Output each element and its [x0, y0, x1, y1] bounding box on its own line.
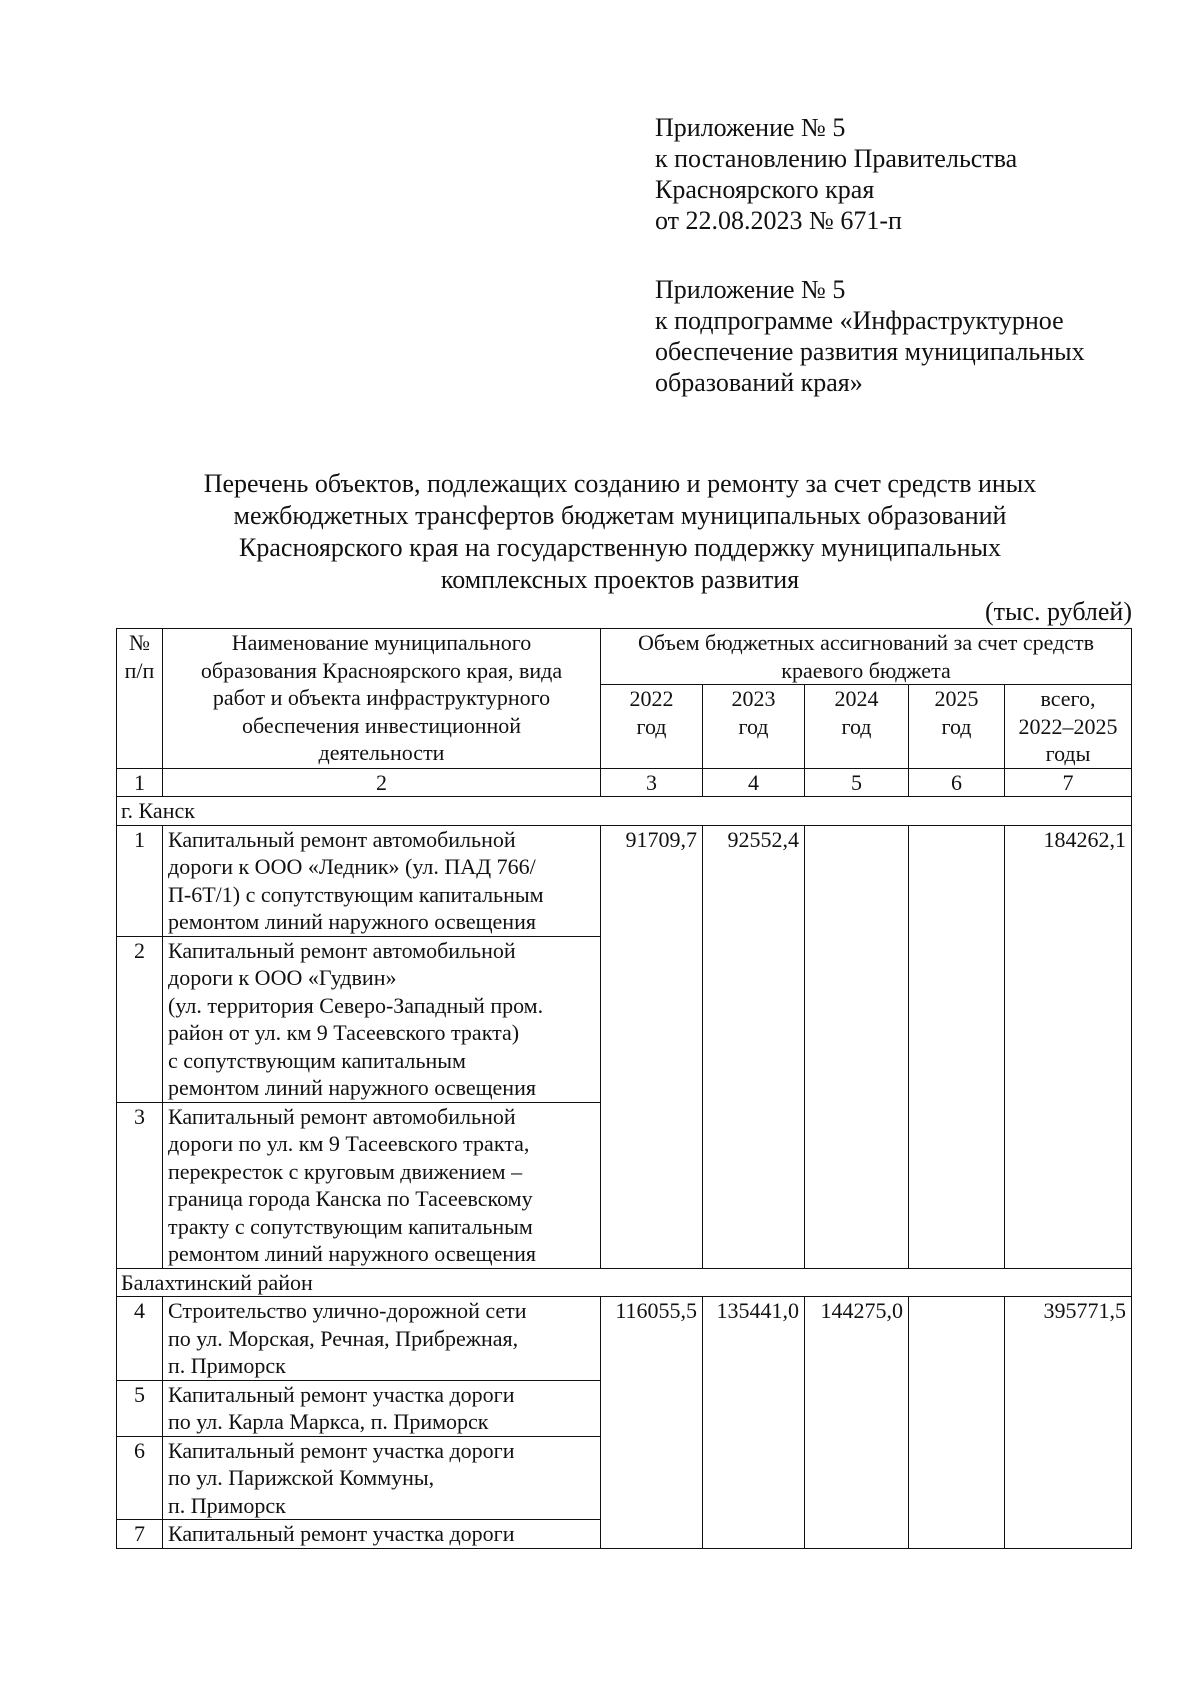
object-name-line: дороги к ООО «Ледник» (ул. ПАД 766/	[168, 854, 536, 879]
column-number: 5	[805, 768, 909, 797]
object-name-line: (ул. территория Северо-Западный пром.	[168, 992, 544, 1018]
appendix-line: к подпрограмме «Инфраструктурное	[655, 306, 1064, 335]
object-name	[163, 1297, 601, 1381]
object-name-line: п. Приморск	[168, 1353, 286, 1378]
section-row	[117, 797, 1132, 826]
budget-value	[909, 1297, 1005, 1549]
header-text: обеспечения инвестиционной	[241, 712, 522, 738]
header-total	[1005, 685, 1132, 769]
header-text: год	[636, 713, 667, 739]
object-name-line: граница города Канска по Тасеевскому	[168, 1186, 533, 1211]
appendix-line: Красноярского края	[655, 175, 875, 204]
appendix-line: к постановлению Правительства	[655, 144, 1018, 173]
header-text: годы	[1045, 741, 1091, 766]
budget-value	[805, 825, 909, 1268]
column-number: 1	[117, 768, 163, 797]
appendix-line: Приложение № 5	[655, 113, 846, 142]
header-row	[117, 629, 1132, 685]
object-name-line: перекресток с круговым движением –	[168, 1158, 523, 1184]
appendix-government-resolution	[655, 112, 1175, 236]
row-number: 3	[117, 1102, 163, 1268]
title-line: Перечень объектов, подлежащих созданию и ремонту за счет средств иных	[203, 469, 1037, 498]
header-text: год	[941, 713, 972, 739]
document-title	[120, 468, 1120, 596]
header-text: Наименование муниципального	[231, 630, 532, 655]
header-text: деятельности	[318, 740, 445, 765]
header-name	[163, 629, 601, 769]
row-number: 7	[117, 1520, 163, 1549]
section-row	[117, 1268, 1132, 1297]
units-note: (тыс. рублей)	[984, 597, 1132, 626]
object-name	[163, 825, 601, 936]
header-text: 2025	[934, 686, 979, 711]
appendix-line: образований края»	[655, 368, 863, 397]
object-name	[163, 1102, 601, 1268]
header-2022	[601, 685, 703, 769]
header-2025	[909, 685, 1005, 769]
header-text: всего,	[1040, 686, 1096, 711]
object-name-line: район от ул. км 9 Тасеевского тракта)	[168, 1020, 520, 1045]
object-name-line: дороги к ООО «Гудвин»	[168, 965, 397, 990]
row-number: 1	[117, 825, 163, 936]
object-name-line: Капитальный ремонт автомобильной	[168, 1103, 516, 1129]
column-number: 7	[1005, 768, 1132, 797]
header-2023	[703, 685, 805, 769]
row-number: 6	[117, 1436, 163, 1520]
column-number: 6	[909, 768, 1005, 797]
header-text: №	[129, 630, 150, 655]
header-text: год	[738, 713, 769, 739]
header-num	[117, 629, 163, 769]
object-name	[163, 1380, 601, 1436]
appendix-line: Приложение № 5	[655, 275, 846, 304]
column-number: 2	[163, 768, 601, 797]
budget-value: 92552,4	[703, 825, 805, 1268]
budget-value: 144275,0	[805, 1297, 909, 1549]
title-line: Красноярского края на государственную поддержку муниципальных	[239, 533, 1001, 562]
object-name-line: п. Приморск	[168, 1492, 286, 1518]
object-name-line: Капитальный ремонт участка дороги	[168, 1381, 515, 1407]
title-line: комплексных проектов развития	[440, 565, 800, 594]
budget-value: 116055,5	[601, 1297, 703, 1549]
appendix-line: обеспечение развития муниципальных	[655, 337, 1085, 366]
budget-value: 91709,7	[601, 825, 703, 1268]
header-budget	[601, 629, 1132, 685]
title-line: межбюджетных трансфертов бюджетам муниципальных образований	[233, 501, 1007, 530]
section-name: Балахтинский район	[117, 1268, 1132, 1297]
appendix-line: от 22.08.2023 № 671-п	[655, 206, 902, 235]
object-name	[163, 1520, 601, 1549]
row-number: 5	[117, 1380, 163, 1436]
table-row	[117, 1297, 1132, 1381]
row-number: 4	[117, 1297, 163, 1381]
header-text: 2024	[834, 686, 879, 711]
budget-value: 135441,0	[703, 1297, 805, 1549]
object-name-line: по ул. Морская, Речная, Прибрежная,	[168, 1325, 519, 1351]
object-name	[163, 936, 601, 1102]
header-text: год	[841, 713, 872, 739]
budget-value: 184262,1	[1005, 825, 1132, 1268]
object-name-line: Капитальный ремонт участка дороги	[168, 1521, 515, 1546]
object-name-line: Капитальный ремонт автомобильной	[168, 826, 516, 852]
object-name	[163, 1436, 601, 1520]
object-name-line: ремонтом линий наружного освещения	[168, 1075, 536, 1100]
budget-value	[909, 825, 1005, 1268]
object-name-line: ремонтом линий наружного освещения	[168, 1241, 536, 1266]
header-text: краевого бюджета	[781, 657, 951, 683]
object-name-line: тракту с сопутствующим капитальным	[168, 1213, 533, 1239]
object-name-line: П-6Т/1) с сопутствующим капитальным	[168, 881, 544, 907]
table-row	[117, 825, 1132, 936]
header-text: работ и объекта инфраструктурного	[212, 685, 551, 710]
header-text: п/п	[124, 657, 155, 683]
header-text: образования Красноярского края, вида	[200, 657, 563, 683]
object-name-line: по ул. Парижской Коммуны,	[168, 1465, 435, 1490]
section-name: г. Канск	[117, 797, 1132, 826]
header-text: 2023	[731, 686, 776, 711]
object-name-line: с сопутствующим капитальным	[168, 1047, 466, 1073]
column-number-row	[117, 768, 1132, 797]
object-name-line: дороги по ул. км 9 Тасеевского тракта,	[168, 1131, 530, 1156]
header-text: 2022	[629, 686, 674, 711]
budget-value: 395771,5	[1005, 1297, 1132, 1549]
object-name-line: Строительство улично-дорожной сети	[168, 1298, 527, 1323]
object-name-line: Капитальный ремонт участка дороги	[168, 1437, 515, 1463]
column-number: 3	[601, 768, 703, 797]
header-text: Объем бюджетных ассигнований за счет средств	[637, 630, 1095, 655]
appendix-subprogram	[655, 274, 1175, 398]
object-name-line: ремонтом линий наружного освещения	[168, 909, 536, 934]
objects-table	[116, 628, 1132, 1549]
object-name-line: Капитальный ремонт автомобильной	[168, 937, 516, 963]
column-number: 4	[703, 768, 805, 797]
object-name-line: по ул. Карла Маркса, п. Приморск	[168, 1409, 489, 1434]
row-number: 2	[117, 936, 163, 1102]
header-text: 2022–2025	[1018, 713, 1118, 739]
header-2024	[805, 685, 909, 769]
